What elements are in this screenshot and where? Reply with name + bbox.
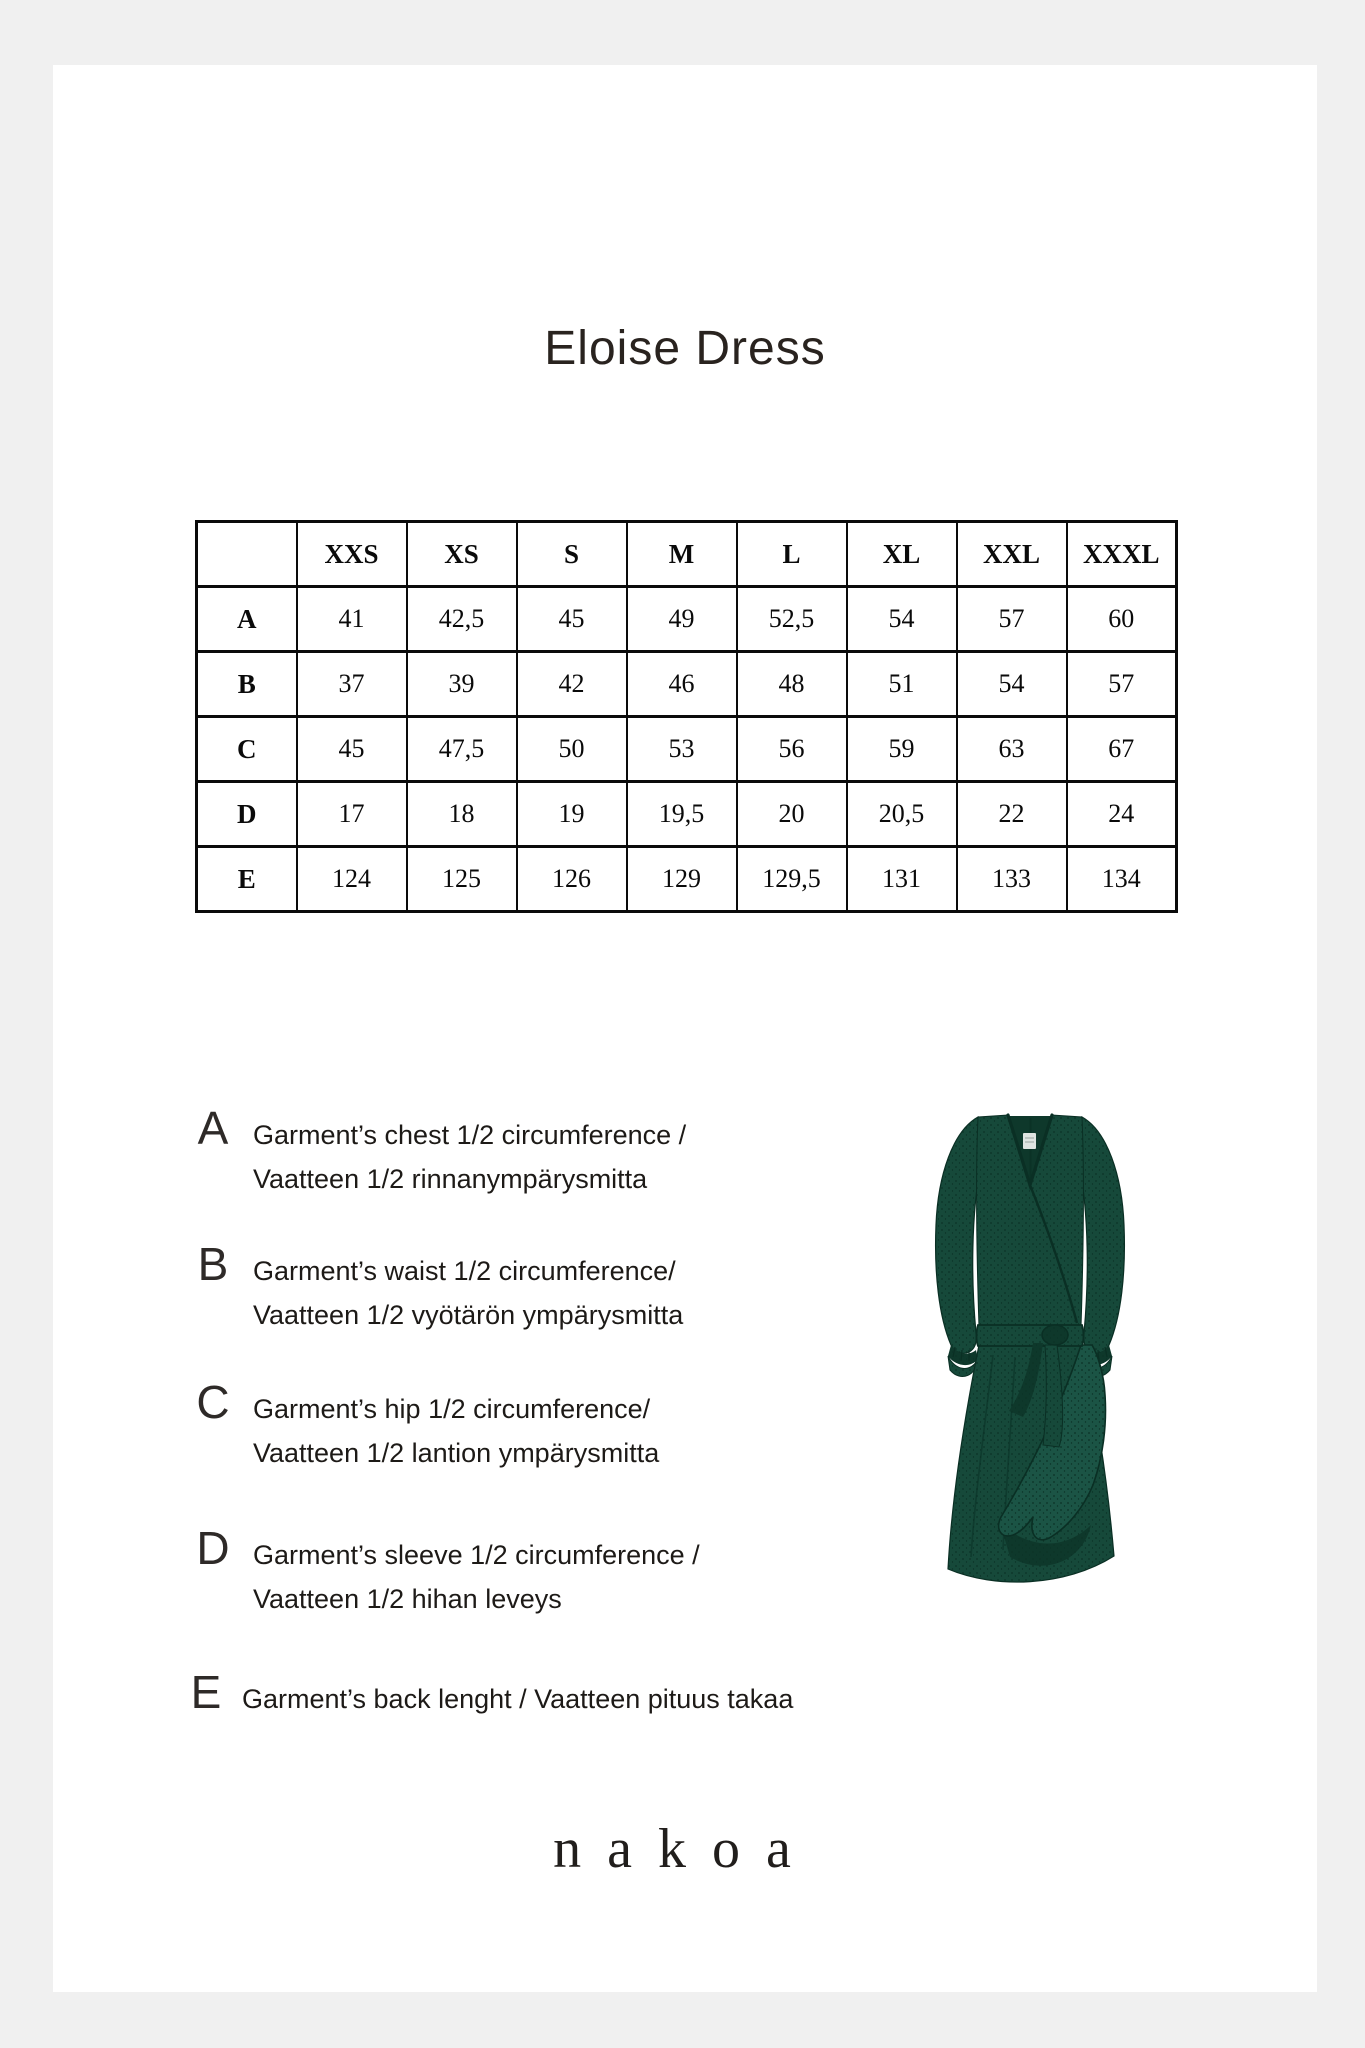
size-cell: 57 <box>957 587 1067 652</box>
size-cell: 51 <box>847 652 957 717</box>
size-cell: 46 <box>627 652 737 717</box>
product-photo-eloise-dress <box>905 1095 1155 1595</box>
size-table-body <box>197 587 1177 912</box>
size-row-label: A <box>197 587 297 652</box>
size-cell: 39 <box>407 652 517 717</box>
size-cell: 52,5 <box>737 587 847 652</box>
measurement-text <box>242 1677 793 1721</box>
brand-logo: nakoa <box>553 1818 817 1880</box>
size-cell: 124 <box>297 847 407 912</box>
size-cell: 41 <box>297 587 407 652</box>
measurement-text-line: Garment’s hip 1/2 circumference/ <box>253 1394 651 1424</box>
size-table <box>195 520 1178 913</box>
size-row-label: C <box>197 717 297 782</box>
measurement-text-line: Vaatteen 1/2 rinnanympärysmitta <box>253 1164 648 1194</box>
size-column-header: L <box>737 522 847 587</box>
measurement-text-line: Vaatteen 1/2 hihan leveys <box>253 1584 562 1614</box>
size-table-corner-cell <box>197 522 297 587</box>
measurement-text <box>253 1387 659 1475</box>
size-cell: 56 <box>737 717 847 782</box>
size-row-label: B <box>197 652 297 717</box>
size-cell: 45 <box>517 587 627 652</box>
measurement-text <box>253 1249 683 1337</box>
size-column-header: S <box>517 522 627 587</box>
measurement-text-line: Garment’s back lenght / Vaatteen pituus takaa <box>242 1684 794 1714</box>
size-row-label: D <box>197 782 297 847</box>
measurement-item-b <box>188 1238 684 1337</box>
measurement-letter: A <box>197 1102 229 1154</box>
size-cell: 54 <box>957 652 1067 717</box>
size-cell: 19,5 <box>627 782 737 847</box>
page-title: Eloise Dress <box>544 322 826 375</box>
size-cell: 37 <box>297 652 407 717</box>
size-column-header: XS <box>407 522 517 587</box>
size-cell: 59 <box>847 717 957 782</box>
size-cell: 129,5 <box>737 847 847 912</box>
measurement-text <box>253 1113 686 1201</box>
measurement-item-c <box>188 1376 660 1475</box>
measurement-letter: B <box>197 1238 229 1290</box>
size-column-header: M <box>627 522 737 587</box>
measurement-text-line: Vaatteen 1/2 vyötärön ympärysmitta <box>253 1300 684 1330</box>
size-cell: 50 <box>517 717 627 782</box>
size-column-header: XXL <box>957 522 1067 587</box>
size-cell: 18 <box>407 782 517 847</box>
size-cell: 47,5 <box>407 717 517 782</box>
measurement-item-e <box>188 1666 794 1721</box>
size-table-container <box>195 520 1178 913</box>
size-cell: 126 <box>517 847 627 912</box>
size-row-label: E <box>197 847 297 912</box>
size-cell: 22 <box>957 782 1067 847</box>
size-table-row-c <box>197 717 1177 782</box>
size-cell: 67 <box>1067 717 1177 782</box>
size-cell: 17 <box>297 782 407 847</box>
size-column-header: XL <box>847 522 957 587</box>
dress-illustration <box>905 1095 1155 1595</box>
size-cell: 42,5 <box>407 587 517 652</box>
measurement-text-line: Garment’s sleeve 1/2 circumference / <box>253 1540 700 1570</box>
size-cell: 131 <box>847 847 957 912</box>
size-cell: 57 <box>1067 652 1177 717</box>
size-cell: 49 <box>627 587 737 652</box>
size-column-header: XXS <box>297 522 407 587</box>
measurement-text-line: Vaatteen 1/2 lantion ympärysmitta <box>253 1438 660 1468</box>
size-cell: 129 <box>627 847 737 912</box>
size-table-head <box>197 522 1177 587</box>
size-cell: 45 <box>297 717 407 782</box>
garment-tag <box>1023 1133 1036 1149</box>
measurement-letter: D <box>196 1522 230 1574</box>
size-cell: 48 <box>737 652 847 717</box>
measurement-text-line: Garment’s chest 1/2 circumference / <box>253 1120 687 1150</box>
size-cell: 53 <box>627 717 737 782</box>
size-column-header: XXXL <box>1067 522 1177 587</box>
size-cell: 60 <box>1067 587 1177 652</box>
size-cell: 54 <box>847 587 957 652</box>
size-cell: 20,5 <box>847 782 957 847</box>
size-cell: 19 <box>517 782 627 847</box>
size-chart-card <box>53 65 1317 1992</box>
measurement-letter: E <box>190 1666 222 1718</box>
size-table-row-a <box>197 587 1177 652</box>
measurement-text <box>253 1533 700 1621</box>
size-table-row-e <box>197 847 1177 912</box>
size-cell: 134 <box>1067 847 1177 912</box>
size-table-row-d <box>197 782 1177 847</box>
size-cell: 63 <box>957 717 1067 782</box>
size-cell: 42 <box>517 652 627 717</box>
measurement-item-a <box>188 1102 687 1201</box>
size-cell: 125 <box>407 847 517 912</box>
size-table-row-b <box>197 652 1177 717</box>
size-cell: 20 <box>737 782 847 847</box>
size-cell: 24 <box>1067 782 1177 847</box>
measurement-item-d <box>188 1522 700 1621</box>
measurement-letter: C <box>196 1376 230 1428</box>
measurement-text-line: Garment’s waist 1/2 circumference/ <box>253 1256 676 1286</box>
size-cell: 133 <box>957 847 1067 912</box>
